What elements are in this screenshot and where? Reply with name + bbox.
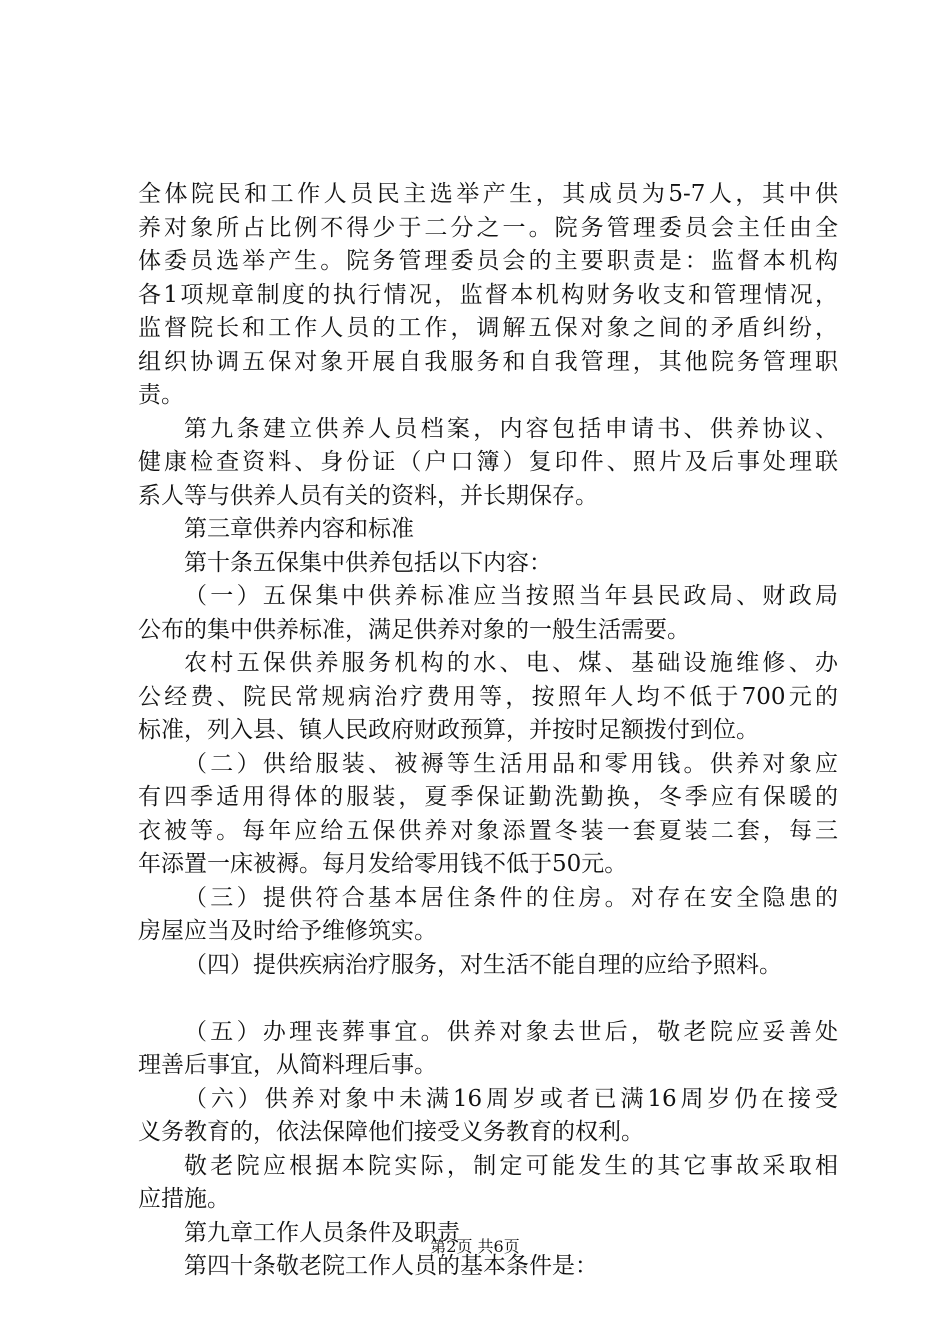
text-line: 第十条五保集中供养包括以下内容： xyxy=(184,549,552,576)
text-line: （四）提供疾病治疗服务，对生活不能自理的应给予照料。 xyxy=(184,951,782,978)
text-line: （六）供养对象中未满16周岁或者已满16周岁仍在接受 xyxy=(184,1085,838,1112)
text-line: 年添置一床被褥。每月发给零用钱不低于50元。 xyxy=(138,851,628,877)
text-line: 第九章工作人员条件及职责 xyxy=(184,1219,460,1246)
text-line: （一）五保集中供养标准应当按照当年县民政局、财政局 xyxy=(184,583,838,609)
text-line: （五）办理丧葬事宜。供养对象去世后，敬老院应妥善处 xyxy=(184,1018,838,1045)
text-line: （二）供给服装、被褥等生活用品和零用钱。供养对象应 xyxy=(184,750,838,777)
text-line: 责。 xyxy=(138,382,184,408)
text-line: 房屋应当及时给予维修筑实。 xyxy=(138,918,437,944)
text-line: 标准，列入县、镇人民政府财政预算，并按时足额拨付到位。 xyxy=(138,717,759,743)
text-line: 应措施。 xyxy=(138,1186,230,1212)
page-footer: 第2页 共6页 xyxy=(430,1237,520,1256)
text-line: 养对象所占比例不得少于二分之一。院务管理委员会主任由全 xyxy=(138,214,838,241)
text-line: 有四季适用得体的服装，夏季保证勤洗勤换，冬季应有保暖的 xyxy=(138,784,838,810)
text-line: 组织协调五保对象开展自我服务和自我管理，其他院务管理职 xyxy=(138,348,838,375)
text-line: 监督院长和工作人员的工作，调解五保对象之间的矛盾纠纷， xyxy=(138,315,838,341)
text-line: 敬老院应根据本院实际，制定可能发生的其它事故采取相 xyxy=(184,1152,838,1179)
blank-line xyxy=(138,982,838,1016)
text-line: 公经费、院民常规病治疗费用等，按照年人均不低于700元的 xyxy=(138,683,838,710)
text-line: 健康检查资料、身份证（户口簿）复印件、照片及后事处理联 xyxy=(138,449,838,475)
document-body xyxy=(138,178,838,1284)
text-line: 义务教育的，依法保障他们接受义务教育的权利。 xyxy=(138,1119,644,1145)
text-line: 第三章供养内容和标准 xyxy=(184,516,414,542)
text-line: 体委员选举产生。院务管理委员会的主要职责是：监督本机构 xyxy=(138,248,838,274)
text-line: 系人等与供养人员有关的资料，并长期保存。 xyxy=(138,482,598,509)
text-line: 理善后事宜，从简料理后事。 xyxy=(138,1052,437,1078)
text-line: 第四十条敬老院工作人员的基本条件是： xyxy=(184,1253,598,1279)
text-line: 各1项规章制度的执行情况，监督本机构财务收支和管理情况， xyxy=(138,281,838,308)
text-line: （三）提供符合基本居住条件的住房。对存在安全隐患的 xyxy=(184,884,838,911)
text-line: 全体院民和工作人员民主选举产生，其成员为5-7人，其中供 xyxy=(138,181,838,207)
text-line: 第九条建立供养人员档案，内容包括申请书、供养协议、 xyxy=(184,415,838,442)
text-line: 农村五保供养服务机构的水、电、煤、基础设施维修、办 xyxy=(184,650,838,676)
text-line: 公布的集中供养标准，满足供养对象的一般生活需要。 xyxy=(138,616,690,643)
text-line: 衣被等。每年应给五保供养对象添置冬装一套夏装二套，每三 xyxy=(138,817,838,844)
